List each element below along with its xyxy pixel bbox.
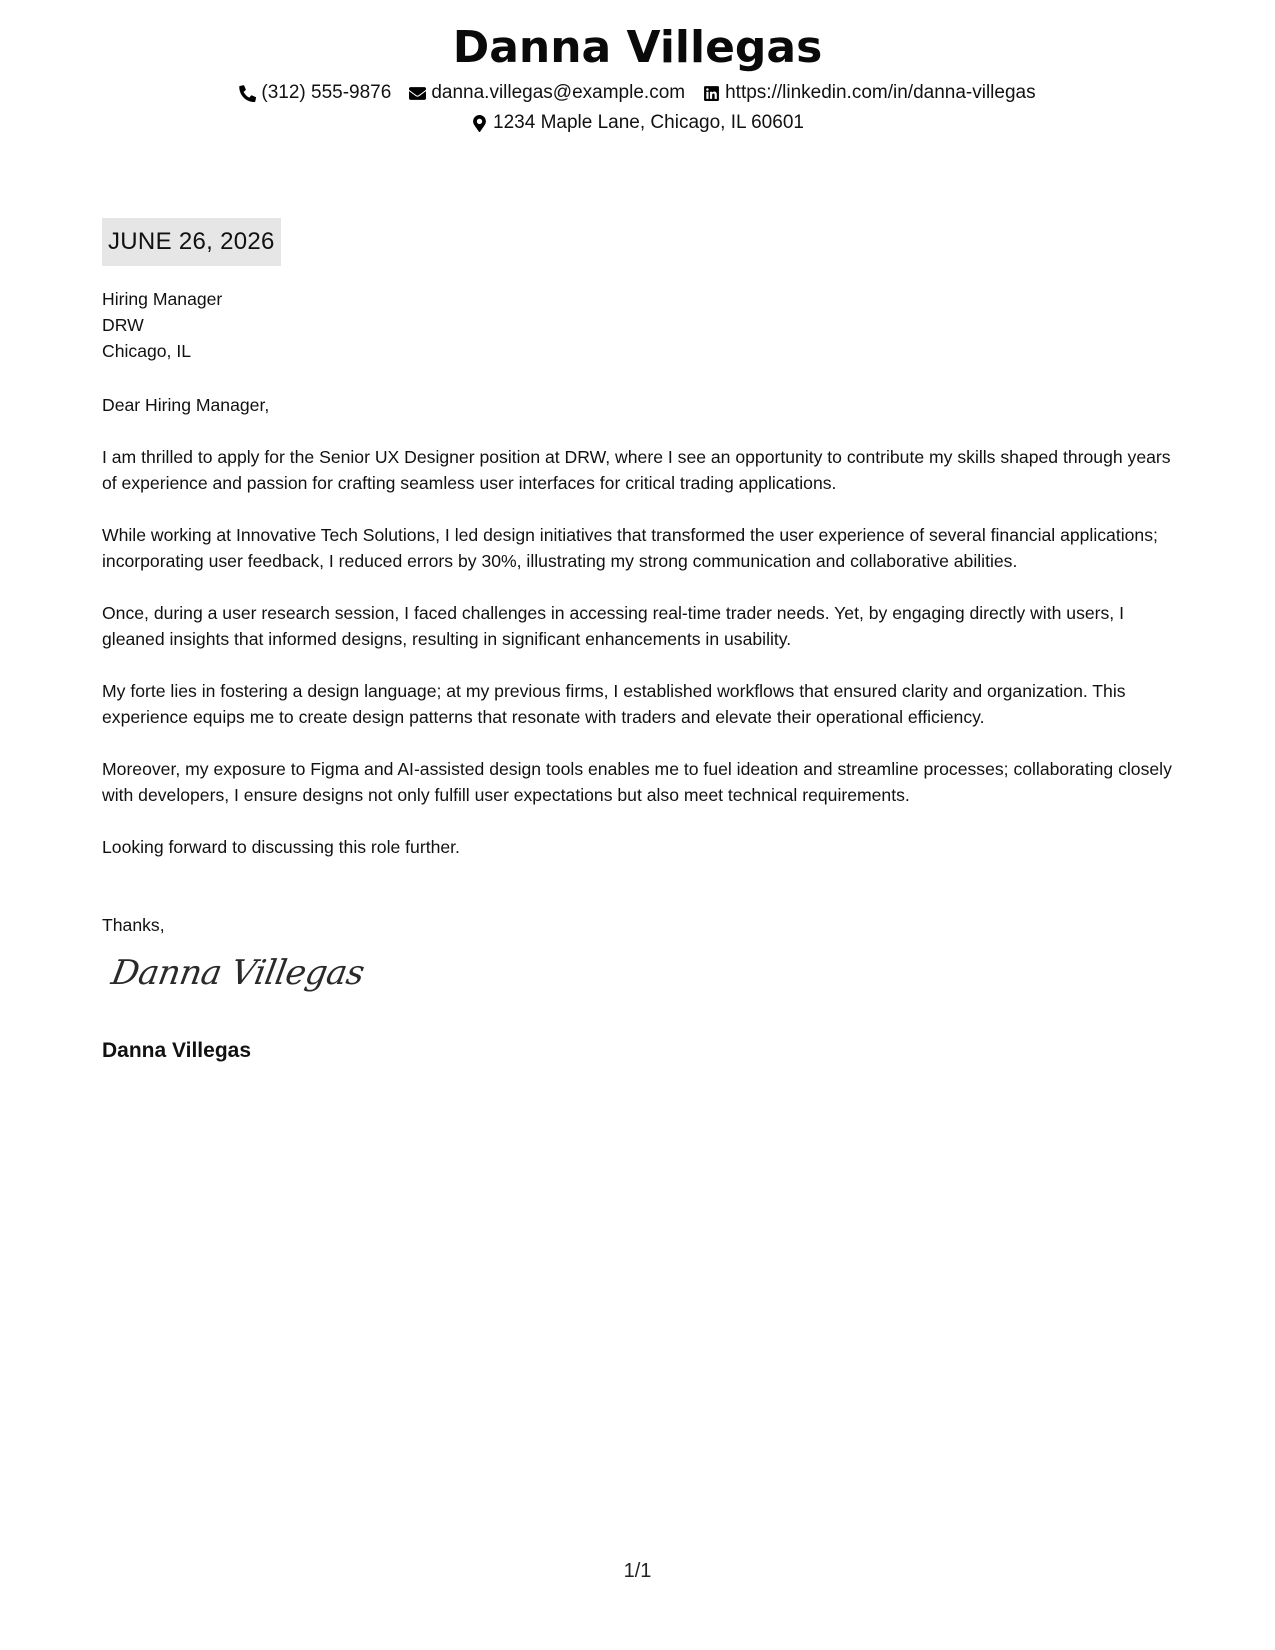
contact-email: [409, 78, 685, 108]
linkedin-icon: [703, 85, 720, 102]
paragraph: Once, during a user research session, I faced challenges in accessing real-time trader needs. Yet, by engaging directly with users, I gleaned insights that informed designs, resulting in significant enhancements in usability.: [102, 603, 1124, 649]
page-number: 1/1: [623, 1560, 652, 1582]
email-address: danna.villegas@example.com: [431, 82, 686, 103]
recipient-location: Chicago, IL: [102, 341, 191, 361]
address-line: [0, 108, 1275, 138]
salutation: Dear Hiring Manager,: [102, 395, 270, 415]
letter-date: JUNE 26, 2026: [102, 218, 281, 266]
phone-icon: [239, 85, 256, 102]
street-address: 1234 Maple Lane, Chicago, IL 60601: [493, 112, 804, 133]
signed-name: Danna Villegas: [102, 1039, 252, 1062]
signature-script: Danna Villegas: [108, 953, 368, 993]
paragraph: I am thrilled to apply for the Senior UX Designer position at DRW, where I see an opportunity to contribute my skills shaped through years of experience and passion for crafting seamless user interfaces for critical trading applications.: [102, 447, 1171, 493]
signature-image: [108, 953, 1182, 1020]
recipient-title: Hiring Manager: [102, 289, 223, 309]
applicant-name: Danna Villegas: [452, 22, 823, 73]
contact-phone: [239, 78, 391, 108]
map-pin-icon: [471, 115, 488, 132]
recipient-block: [102, 286, 1182, 364]
linkedin-url: https://linkedin.com/in/danna-villegas: [725, 82, 1036, 103]
paragraph: Moreover, my exposure to Figma and AI-assisted design tools enables me to fuel ideation and streamline processes; collaborating closely with developers, I ensure designs not only fulfill user expectations but also meet technical requirements.: [102, 759, 1172, 805]
contact-line: [0, 78, 1275, 108]
letter-body: [102, 218, 1182, 1064]
letter-header: [0, 18, 1275, 138]
recipient-company: DRW: [102, 315, 144, 335]
closing: Thanks,: [102, 915, 165, 935]
envelope-icon: [409, 85, 426, 102]
contact-address: [471, 108, 804, 138]
paragraph: Looking forward to discussing this role further.: [102, 837, 460, 857]
phone-number: (312) 555-9876: [261, 82, 392, 103]
contact-linkedin: [703, 78, 1036, 108]
paragraph: While working at Innovative Tech Solutions, I led design initiatives that transformed the user experience of several financial applications; incorporating user feedback, I reduced errors by 30%, illustrating my strong communication and collaborative abilities.: [102, 525, 1158, 571]
paragraph: My forte lies in fostering a design language; at my previous firms, I established workflows that ensured clarity and organization. This experience equips me to create design patterns that resonate with traders and elevate their operational efficiency.: [102, 681, 1126, 727]
